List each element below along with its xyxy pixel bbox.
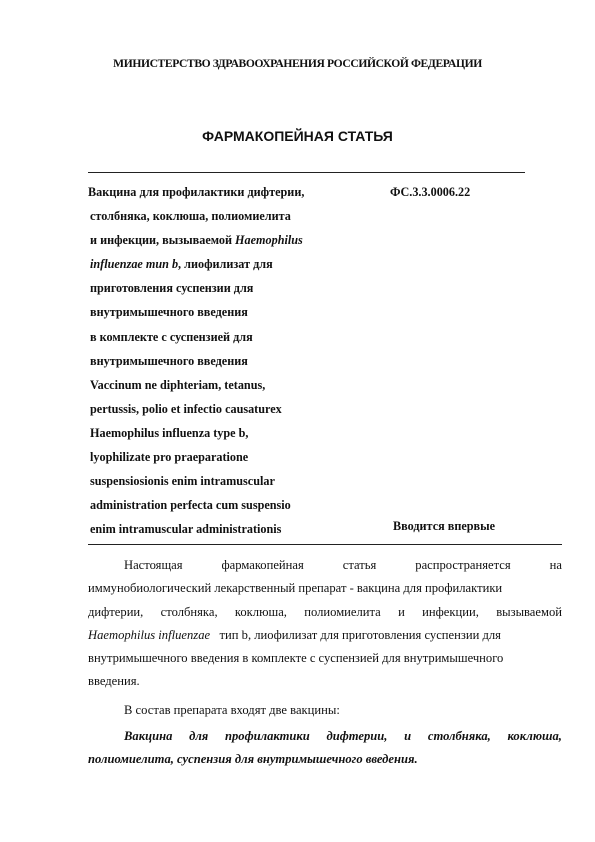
word: дифтерии, [88,604,144,619]
word: Вакцина [124,729,173,743]
name-italic-text: Haemophilus [235,233,303,248]
middle-divider [88,544,562,545]
name-line [88,252,378,276]
article-code: ФС.3.3.0006.22 [390,185,471,199]
paragraph-line [88,725,562,748]
paragraph-line [88,554,562,577]
first-introduced-note: Вводится впервые [393,519,496,533]
name-line: Vaccinum ne diphteriam, tetanus, [90,377,266,392]
word: Настоящая [124,558,183,572]
italic-organism: Haemophilus influenzae [88,627,211,642]
word: статья [342,558,377,572]
name-line: suspensiosionis enim intramuscular [90,474,275,489]
name-line: Haemophilus influenza type b, [90,425,249,440]
name-italic-text: influenzae тип b [90,257,179,272]
name-line: приготовления суспензии для [90,281,254,296]
word: и [404,729,412,743]
line-text: тип b, лиофилизат для приготовления суспензии для [219,627,501,642]
word: профилактики [225,729,310,743]
word: на [549,558,562,572]
ministry-header: МИНИСТЕРСТВО ЗДРАВООХРАНЕНИЯ РОССИЙСКОЙ ФЕДЕРАЦИИ [113,57,482,70]
top-divider [88,172,525,173]
name-line: lyophilizate pro praeparatione [90,450,249,465]
name-line: внутримышечного введения [90,353,248,368]
vaccine-subheading [88,725,562,772]
paragraph-line: введения. [88,674,140,689]
composition-paragraph: В состав препарата входят две вакцины: [124,703,340,717]
name-line: столбняка, коклюша, полиомиелита [90,209,291,224]
word: столбняка, [427,729,491,743]
name-line: внутримышечного введения [90,305,248,320]
paragraph-line: полиомиелита, суспензия для внутримышечного введения. [88,752,418,767]
name-line: enim intramuscular administrationis [90,522,282,537]
paragraph-line [88,624,562,647]
paragraph-line: иммунобиологический лекарственный препарат - вакцина для профилактики [88,581,503,596]
document-title: ФАРМАКОПЕЙНАЯ СТАТЬЯ [202,128,393,144]
intro-paragraph [88,554,562,694]
preparation-name [88,180,378,541]
paragraph-line: внутримышечного введения в комплекте с суспензией для внутримышечного [88,651,504,666]
word: столбняка, [160,604,218,619]
name-line: administration perfecta cum suspensio [90,498,291,513]
name-line: pertussis, polio et infectio causaturex [90,401,282,416]
paragraph-line [88,601,562,624]
word: полиомиелита [304,604,381,619]
word: инфекции, [422,604,479,619]
word: и [398,604,405,619]
name-text: и инфекции, вызываемой [90,233,236,248]
word: фармакопейная [221,558,304,572]
word: коклюша, [234,604,287,619]
word: коклюша, [507,729,562,743]
name-line: Вакцина для профилактики дифтерии, [88,185,305,199]
word: дифтерии, [326,729,388,743]
word: вызываемой [496,604,562,619]
name-text: , лиофилизат для [178,257,273,272]
word: для [189,729,209,743]
name-line [88,228,378,252]
word: распространяется [415,558,511,572]
name-line: в комплекте с суспензией для [90,329,253,344]
